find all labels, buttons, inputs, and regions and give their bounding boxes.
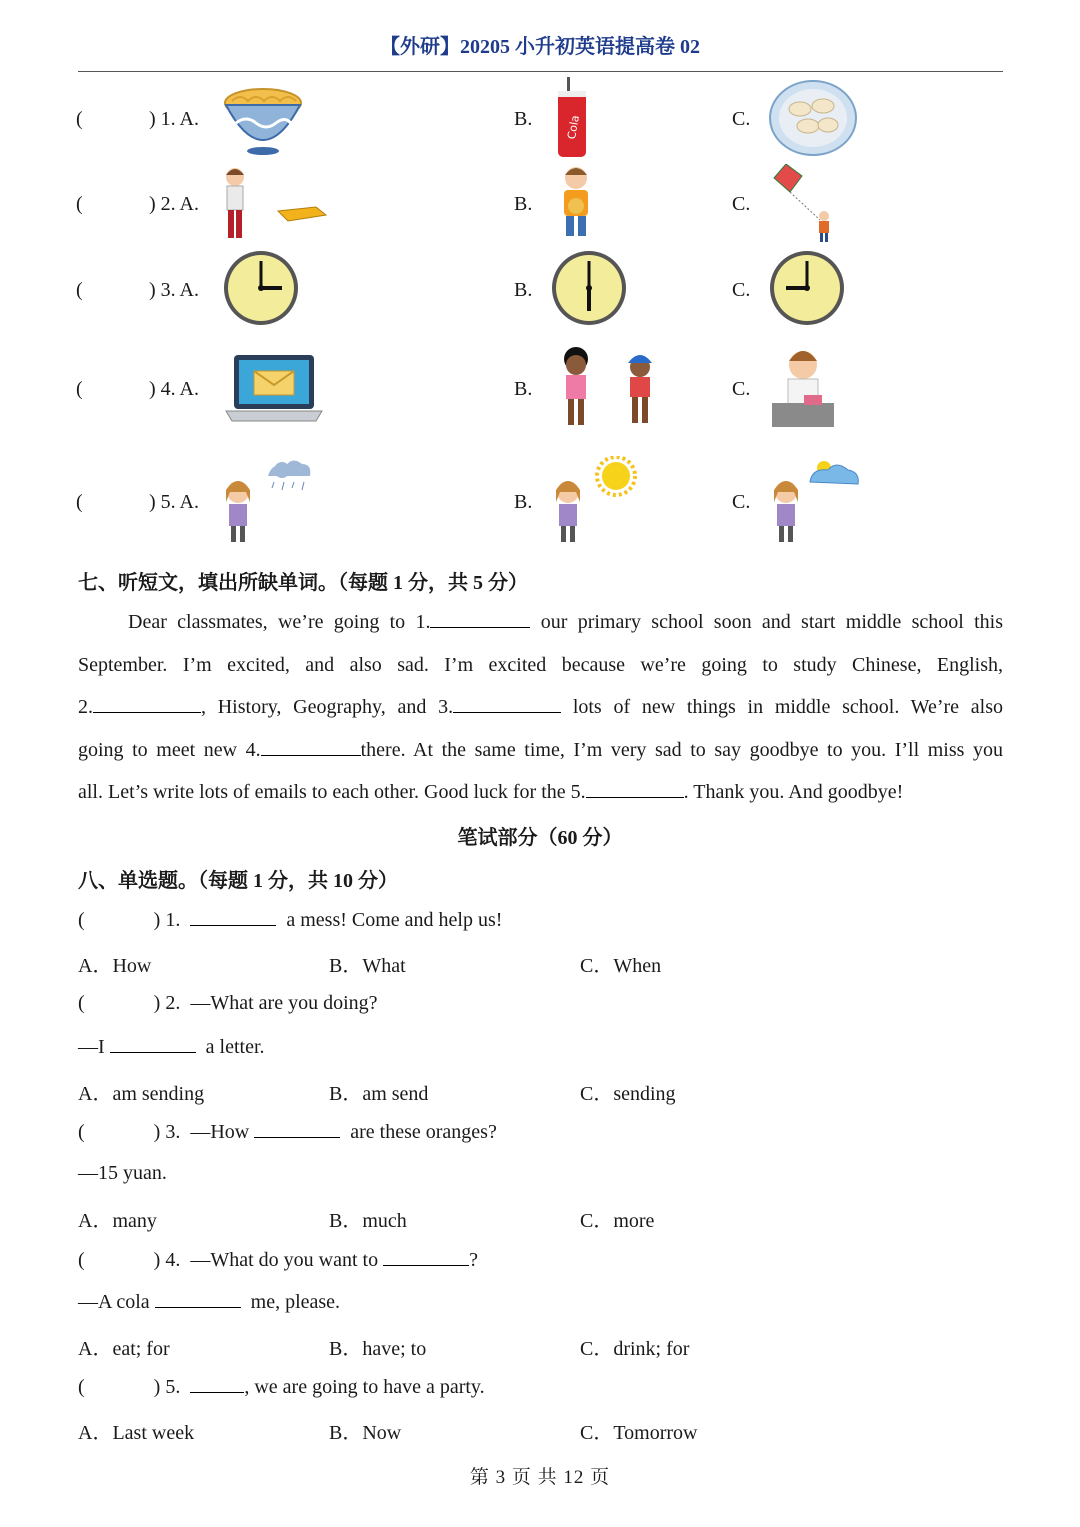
option-b[interactable]: B．Now bbox=[329, 1422, 402, 1444]
header-divider bbox=[78, 71, 1003, 72]
passage bbox=[78, 601, 1003, 814]
blank-2[interactable] bbox=[93, 694, 201, 713]
option-b[interactable]: B．What bbox=[329, 955, 406, 977]
option-c[interactable]: C．more bbox=[580, 1210, 655, 1232]
option-c-label: C. bbox=[732, 491, 751, 513]
option-b[interactable]: B．have; to bbox=[329, 1338, 427, 1360]
question-number: ) 2. bbox=[153, 992, 181, 1014]
answer-line bbox=[78, 1034, 265, 1059]
blank[interactable] bbox=[110, 1034, 196, 1053]
blank[interactable] bbox=[254, 1119, 340, 1138]
answer-text: —A cola bbox=[78, 1291, 150, 1313]
answer-paren[interactable]: ( bbox=[76, 491, 83, 513]
section-8-title: 八、单选题。（每题 1 分，共 10 分） bbox=[78, 870, 398, 892]
answer-paren[interactable]: ( bbox=[78, 1121, 85, 1143]
question-label: ) 2. A. bbox=[149, 193, 199, 215]
written-part-title: 笔试部分（60 分） bbox=[457, 827, 623, 849]
text-segment: 2. bbox=[78, 696, 93, 718]
clock-9-oclock-icon bbox=[768, 249, 846, 327]
mc-question-1 bbox=[78, 907, 502, 932]
question-number: ) 4. bbox=[153, 1249, 181, 1271]
boy-with-ball-icon bbox=[552, 164, 600, 244]
question-label: ) 5. A. bbox=[149, 491, 199, 513]
question-text: are these oranges? bbox=[350, 1121, 497, 1143]
mc-question-3 bbox=[78, 1119, 497, 1144]
blank[interactable] bbox=[383, 1247, 469, 1266]
option-b[interactable]: B．am send bbox=[329, 1083, 429, 1105]
blank-5[interactable] bbox=[586, 779, 684, 798]
blank[interactable] bbox=[190, 907, 276, 926]
passage-line-3 bbox=[78, 686, 1003, 729]
passage-line-1 bbox=[78, 601, 1003, 644]
passage-line-4 bbox=[78, 729, 1003, 772]
option-b-label: B. bbox=[514, 378, 533, 400]
option-b-label: B. bbox=[514, 108, 533, 130]
girl-rainy-icon bbox=[218, 456, 314, 544]
question-text: —What do you want to bbox=[190, 1249, 379, 1271]
question-text: —What are you doing? bbox=[190, 992, 378, 1014]
answer-text: —I bbox=[78, 1036, 105, 1058]
girl-cloudy-icon bbox=[766, 456, 862, 544]
answer-paren[interactable]: ( bbox=[76, 108, 83, 130]
mc-question-2 bbox=[78, 992, 378, 1015]
answer-text: a letter. bbox=[205, 1036, 265, 1058]
passage-line-5 bbox=[78, 771, 1003, 814]
mc-question-4 bbox=[78, 1247, 478, 1272]
girl-sunny-icon bbox=[548, 456, 640, 544]
blank-1[interactable] bbox=[430, 609, 530, 628]
question-number: ) 3. bbox=[153, 1121, 181, 1143]
page-footer: 第 3 页 共 12 页 bbox=[469, 1467, 611, 1488]
laptop-email-icon bbox=[222, 351, 326, 425]
option-b-label: B. bbox=[514, 279, 533, 301]
text-segment: going to meet new 4. bbox=[78, 738, 261, 761]
option-a[interactable]: A．How bbox=[78, 955, 152, 977]
dumplings-plate-icon bbox=[768, 79, 858, 157]
question-label: ) 1. A. bbox=[149, 108, 199, 130]
option-c[interactable]: C．When bbox=[580, 955, 662, 977]
answer-line bbox=[78, 1289, 340, 1314]
option-a[interactable]: A．many bbox=[78, 1210, 157, 1232]
question-text: —How bbox=[190, 1121, 250, 1143]
text-segment: , History, Geography, and 3. bbox=[201, 696, 454, 718]
text-segment: there. At the same time, I’m very sad to say goodbye to you. I’ll miss you bbox=[360, 738, 1003, 761]
text-segment: Dear classmates, we’re going to 1. bbox=[128, 611, 431, 633]
option-c[interactable]: C．Tomorrow bbox=[580, 1422, 698, 1444]
answer-paren[interactable]: ( bbox=[76, 378, 83, 400]
question-text: a mess! Come and help us! bbox=[286, 909, 503, 931]
clock-6-oclock-icon bbox=[550, 249, 628, 327]
option-a[interactable]: A．Last week bbox=[78, 1422, 195, 1444]
option-a[interactable]: A．eat; for bbox=[78, 1338, 170, 1360]
text-segment: . Thank you. And goodbye! bbox=[683, 781, 904, 803]
answer-paren[interactable]: ( bbox=[78, 1249, 85, 1271]
answer-paren[interactable]: ( bbox=[78, 909, 85, 931]
kids-talking-icon bbox=[552, 345, 664, 429]
mc-question-5 bbox=[78, 1374, 485, 1399]
svg-text:Cola: Cola bbox=[564, 114, 582, 141]
blank-4[interactable] bbox=[261, 737, 361, 756]
option-c-label: C. bbox=[732, 378, 751, 400]
question-number: ) 1. bbox=[153, 909, 181, 931]
answer-line: —15 yuan. bbox=[78, 1162, 167, 1184]
question-label: ) 4. A. bbox=[149, 378, 199, 400]
page-header-title: 【外研】20205 小升初英语提高卷 02 bbox=[380, 36, 700, 58]
text-segment: lots of new things in middle school. We’re also bbox=[561, 696, 1003, 718]
clock-3-oclock-icon bbox=[222, 249, 300, 327]
answer-text: me, please. bbox=[250, 1291, 341, 1313]
answer-paren[interactable]: ( bbox=[78, 992, 85, 1014]
option-a[interactable]: A．am sending bbox=[78, 1083, 205, 1105]
boy-with-book-icon bbox=[218, 165, 328, 243]
noodle-bowl-icon bbox=[222, 85, 304, 157]
option-b-label: B. bbox=[514, 491, 533, 513]
text-segment: all. Let’s write lots of emails to each other. Good luck for the 5. bbox=[78, 781, 586, 803]
passage-line-2: September. I’m excited, and also sad. I’m excited because we’re going to study Chinese, English, bbox=[78, 653, 1003, 676]
option-c-label: C. bbox=[732, 193, 751, 215]
girl-flying-kite-icon bbox=[768, 164, 838, 244]
section-7-title: 七、听短文，填出所缺单词。（每题 1 分，共 5 分） bbox=[78, 572, 528, 594]
option-c-label: C. bbox=[732, 108, 751, 130]
option-c-label: C. bbox=[732, 279, 751, 301]
blank-3[interactable] bbox=[453, 694, 561, 713]
option-b[interactable]: B．much bbox=[329, 1210, 407, 1232]
blank[interactable] bbox=[155, 1289, 241, 1308]
question-text: , we are going to have a party. bbox=[244, 1376, 485, 1398]
blank[interactable] bbox=[190, 1374, 244, 1393]
question-text: ? bbox=[469, 1249, 478, 1271]
boy-writing-icon bbox=[770, 345, 836, 429]
answer-paren[interactable]: ( bbox=[76, 193, 83, 215]
answer-paren[interactable]: ( bbox=[78, 1376, 85, 1398]
option-c[interactable]: C．sending bbox=[580, 1083, 676, 1105]
option-b-label: B. bbox=[514, 193, 533, 215]
answer-paren[interactable]: ( bbox=[76, 279, 83, 301]
question-number: ) 5. bbox=[153, 1376, 181, 1398]
question-label: ) 3. A. bbox=[149, 279, 199, 301]
option-c[interactable]: C．drink; for bbox=[580, 1338, 690, 1360]
text-segment: our primary school soon and start middle school this bbox=[530, 611, 1004, 633]
cola-can-icon bbox=[552, 77, 592, 159]
